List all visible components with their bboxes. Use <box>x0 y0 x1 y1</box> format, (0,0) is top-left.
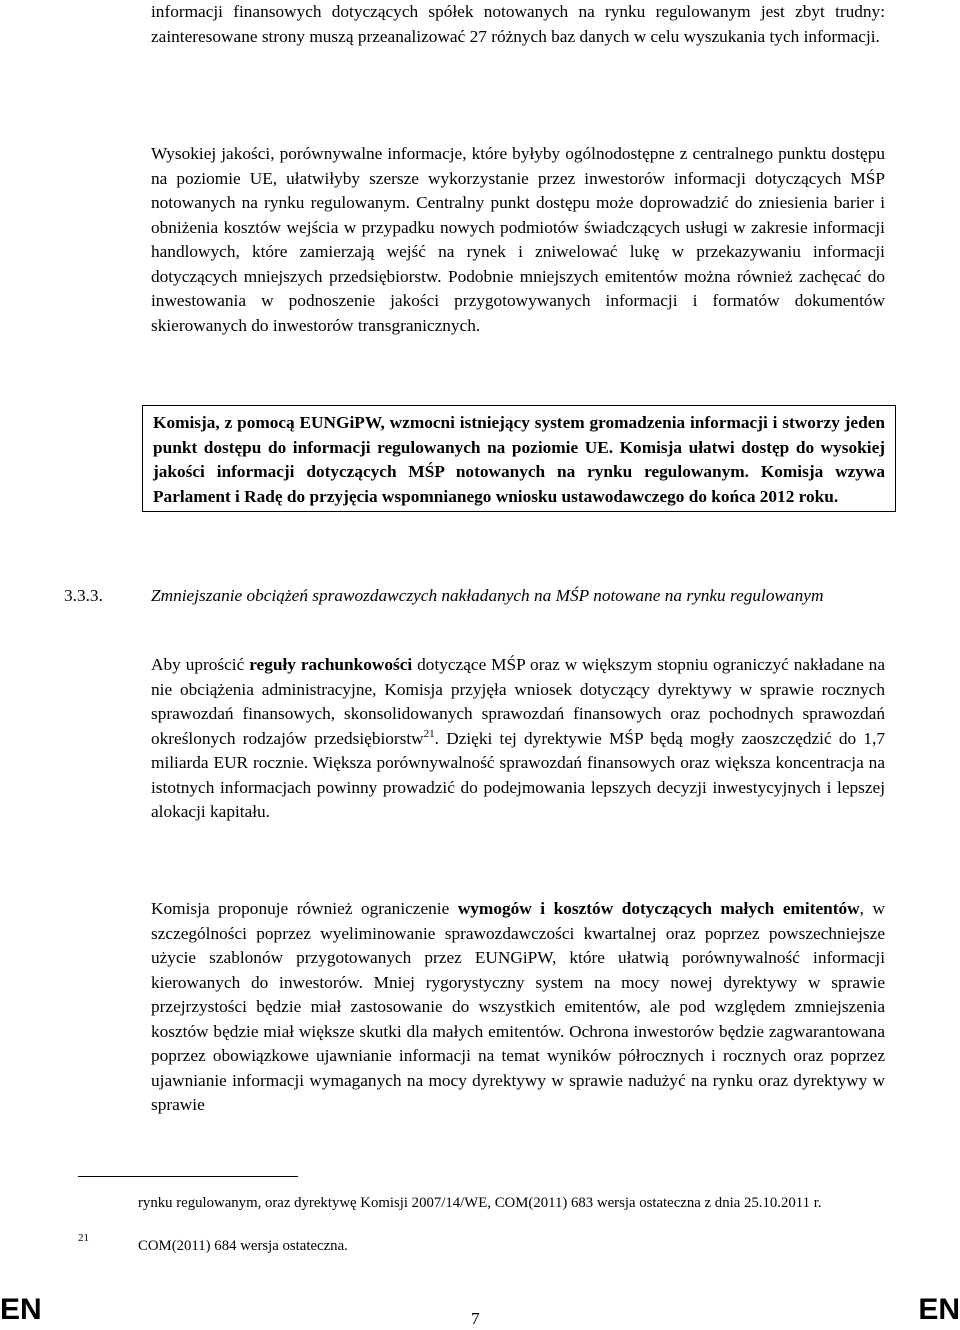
section-title: Zmniejszanie obciążeń sprawozdawczych nakładanych na MŚP notowane na rynku regulowanym <box>151 586 824 605</box>
language-code-left: EN <box>0 1293 42 1326</box>
paragraph-intro-continued: informacji finansowych dotyczących spółek notowanych na rynku regulowanym jest zbyt trudny: zainteresowane strony muszą przeanalizować 27 różnych baz danych w celu wyszukania tych informacji. <box>151 2 885 46</box>
text-run: . Dzięki tej dyrektywie MŚP będą mogły zaoszczędzić do 1,7 miliarda EUR rocznie. Większa porównywalność sprawozdań finansowych oraz większa koncentracja na istotnych informacjach powinny prowadzić do podejmowania lepszych decyzji inwestycyjnych i lepszej alokacji kapitału. <box>151 728 885 821</box>
paragraph-central-access-point: Wysokiej jakości, porównywalne informacje, które byłyby ogólnodostępne z centralnego punktu dostępu na poziomie UE, ułatwiłyby szersze wykorzystanie przez inwestorów informacji dotyczących MŚP notowanych na rynku regulowanym. Centralny punkt dostępu może doprowadzić do zniesienia barier i obniżenia kosztów wejścia w przypadku nowych podmiotów świadczących usługi w zakresie informacji handlowych, które zamierzają wejść na rynek i zniwelować lukę w przekazywaniu informacji dotyczących mniejszych przedsiębiorstw. Podobnie mniejszych emitentów można również zachęcać do inwestowania w podnoszenie jakości przygotowywanych informacji i formatów dokumentów skierowanych do inwestorów transgranicznych. <box>151 144 885 335</box>
text-run: Aby uprościć <box>151 655 250 674</box>
footnote-text: COM(2011) 684 wersja ostateczna. <box>138 1238 348 1254</box>
paragraph-accounting-rules <box>151 653 885 825</box>
bold-term-accounting-rules: reguły rachunkowości <box>249 655 413 674</box>
boxed-commission-action: Komisja, z pomocą EUNGiPW, wzmocni istniejący system gromadzenia informacji i stworzy jeden punkt dostępu do informacji regulowanych na poziomie UE. Komisja ułatwi dostęp do wysokiej jakości informacji dotyczących MŚP notowanych na rynku regulowanym. Komisja wzywa Parlament i Radę do przyjęcia wspomnianego wniosku ustawodawczego do końca 2012 roku. <box>142 405 896 512</box>
text-run: , w szczególności poprzez wyeliminowanie sprawozdawczości kwartalnej oraz poprzez powszechniejsze użycie szablonów przygotowanych przez EUNGiPW, które ułatwią porównywalność informacji kierowanych do inwestorów. Mniej rygorystyczny system na mocy nowej dyrektywy w sprawie przejrzystości będzie miał zastosowanie do wszystkich emitentów, ale pod względem zmniejszenia kosztów będzie miał większe skutki dla małych emitentów. Ochrona inwestorów będzie zagwarantowana poprzez obowiązkowe ujawnianie informacji na temat wyników półrocznych i rocznych oraz poprzez ujawnianie informacji wymaganych na mocy dyrektywy w sprawie nadużyć na rynku oraz dyrektywy w sprawie <box>151 899 885 1114</box>
page-number: 7 <box>471 1309 480 1328</box>
footnote-reference[interactable]: 21 <box>423 727 435 740</box>
section-number: 3.3.3. <box>64 586 103 605</box>
footnote-divider <box>78 1176 298 1177</box>
text-run: Komisja proponuje również ograniczenie <box>151 899 458 918</box>
footnote-continued-text: rynku regulowanym, oraz dyrektywę Komisji 2007/14/WE, COM(2011) 683 wersja ostateczna z dnia 25.10.2011 r. <box>138 1195 822 1211</box>
language-code-right: EN <box>918 1293 960 1326</box>
paragraph-small-issuers <box>151 897 885 1118</box>
text-run: dotyczące MŚP oraz w większym stopniu ograniczyć nakładane na nie obciążenia administracyjne, Komisja przyjęła wniosek dotyczący dyrektywy w sprawie rocznych sprawozdań finansowych, skonsolidowanych sprawozdań finansowych oraz pochodnych sprawozdań określonych rodzajów przedsiębiorstw <box>151 655 885 748</box>
bold-term-small-issuers: wymogów i kosztów dotyczących małych emitentów <box>457 899 860 918</box>
footnote-number: 21 <box>78 1232 89 1244</box>
